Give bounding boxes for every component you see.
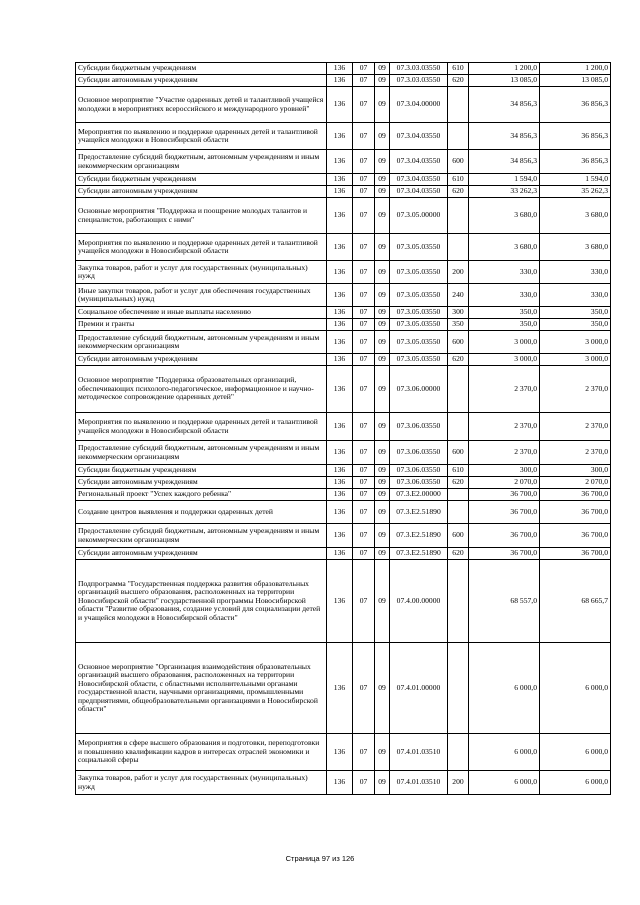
row-grbs: 136 [327,234,353,261]
row-csr: 07.3.E2.51890 [390,524,448,548]
row-vr: 200 [448,771,469,795]
row-vr: 610 [448,465,469,477]
row-sum-2: 6 000,0 [540,734,611,771]
row-sum-2: 3 000,0 [540,354,611,366]
row-sum-1: 2 070,0 [469,477,540,489]
row-sum-1: 330,0 [469,261,540,284]
row-rz: 07 [353,734,375,771]
row-csr: 07.3.04.03550 [390,123,448,150]
row-sum-1: 36 700,0 [469,489,540,501]
row-csr: 07.4.00.00000 [390,560,448,643]
row-sum-2: 36 856,3 [540,123,611,150]
table-row [76,489,611,501]
row-pr: 09 [375,123,390,150]
row-rz: 07 [353,234,375,261]
row-sum-2: 6 000,0 [540,643,611,734]
row-name: Иные закупки товаров, работ и услуг для обеспечения государственных (муниципальных) нужд [76,284,327,307]
row-rz: 07 [353,366,375,413]
row-csr: 07.3.05.03550 [390,234,448,261]
table-row [76,307,611,319]
row-vr: 620 [448,75,469,87]
table-row [76,501,611,524]
row-pr: 09 [375,307,390,319]
row-csr: 07.3.E2.51890 [390,548,448,560]
row-pr: 09 [375,548,390,560]
row-grbs: 136 [327,331,353,354]
table-row [76,548,611,560]
row-name: Основное мероприятие "Организация взаимодействия образовательных организаций высшего образования, расположенных на территории Новосибирской области, с областными исполнительными органами государственной власти, научными организациями, промышленными предприятиями, общеобразовательными организациями в Новосибирской области" [76,643,327,734]
row-sum-1: 68 557,0 [469,560,540,643]
row-csr: 07.3.05.03550 [390,261,448,284]
table-row [76,234,611,261]
row-sum-2: 1 200,0 [540,63,611,75]
row-grbs: 136 [327,307,353,319]
row-vr [448,123,469,150]
table-row [76,198,611,234]
row-grbs: 136 [327,560,353,643]
row-rz: 07 [353,643,375,734]
row-name: Субсидии автономным учреждениям [76,75,327,87]
row-sum-1: 6 000,0 [469,771,540,795]
row-sum-2: 2 370,0 [540,441,611,465]
row-csr: 07.3.04.03550 [390,150,448,174]
row-name: Субсидии автономным учреждениям [76,186,327,198]
row-pr: 09 [375,560,390,643]
table-row [76,261,611,284]
row-vr: 620 [448,477,469,489]
row-sum-2: 36 856,3 [540,150,611,174]
row-name: Субсидии бюджетным учреждениям [76,465,327,477]
table-row [76,150,611,174]
row-vr [448,413,469,441]
row-csr: 07.4.01.03510 [390,734,448,771]
row-name: Подпрограмма "Государственная поддержка развития образовательных организаций высшего образования, расположенных на территории Новосибирской области" государственной программы Новосибирской области "Развитие образования, создание условий для социализации детей и учащейся молодежи в Новосибирской области" [76,560,327,643]
row-csr: 07.3.06.03550 [390,441,448,465]
row-pr: 09 [375,477,390,489]
row-rz: 07 [353,331,375,354]
row-sum-1: 3 680,0 [469,234,540,261]
budget-table-body [76,63,611,795]
row-rz: 07 [353,186,375,198]
table-row [76,560,611,643]
row-grbs: 136 [327,734,353,771]
table-row [76,186,611,198]
row-csr: 07.3.05.03550 [390,284,448,307]
row-sum-1: 2 370,0 [469,366,540,413]
table-row [76,413,611,441]
row-vr [448,734,469,771]
row-sum-1: 36 700,0 [469,548,540,560]
row-pr: 09 [375,465,390,477]
row-pr: 09 [375,75,390,87]
row-vr: 600 [448,524,469,548]
row-grbs: 136 [327,413,353,441]
row-grbs: 136 [327,319,353,331]
row-sum-1: 6 000,0 [469,643,540,734]
row-grbs: 136 [327,63,353,75]
row-sum-1: 34 856,3 [469,150,540,174]
row-vr [448,501,469,524]
row-rz: 07 [353,413,375,441]
table-row [76,331,611,354]
row-pr: 09 [375,261,390,284]
row-csr: 07.3.05.03550 [390,307,448,319]
row-sum-2: 6 000,0 [540,771,611,795]
row-grbs: 136 [327,643,353,734]
row-csr: 07.4.01.00000 [390,643,448,734]
table-row [76,354,611,366]
table-row [76,465,611,477]
row-sum-2: 3 680,0 [540,234,611,261]
row-vr: 620 [448,548,469,560]
row-pr: 09 [375,174,390,186]
row-pr: 09 [375,150,390,174]
row-vr: 600 [448,441,469,465]
table-row [76,643,611,734]
row-grbs: 136 [327,150,353,174]
row-vr: 620 [448,354,469,366]
row-sum-1: 300,0 [469,465,540,477]
row-grbs: 136 [327,186,353,198]
row-grbs: 136 [327,548,353,560]
row-csr: 07.3.06.03550 [390,413,448,441]
row-rz: 07 [353,560,375,643]
row-sum-2: 36 856,3 [540,87,611,123]
row-csr: 07.4.01.03510 [390,771,448,795]
row-name: Мероприятия в сфере высшего образования и подготовки, переподготовки и повышению квалификации кадров в интересах отраслей экономики и социальной сферы [76,734,327,771]
row-pr: 09 [375,354,390,366]
row-csr: 07.3.05.03550 [390,319,448,331]
row-vr: 240 [448,284,469,307]
row-csr: 07.3.03.03550 [390,75,448,87]
row-vr: 610 [448,174,469,186]
row-rz: 07 [353,307,375,319]
row-grbs: 136 [327,441,353,465]
row-rz: 07 [353,354,375,366]
row-grbs: 136 [327,524,353,548]
row-rz: 07 [353,63,375,75]
row-pr: 09 [375,331,390,354]
row-rz: 07 [353,284,375,307]
row-pr: 09 [375,198,390,234]
page-footer [0,854,640,863]
row-pr: 09 [375,63,390,75]
table-row [76,87,611,123]
row-pr: 09 [375,734,390,771]
row-sum-1: 3 000,0 [469,331,540,354]
row-name: Субсидии автономным учреждениям [76,548,327,560]
row-sum-1: 330,0 [469,284,540,307]
row-sum-1: 1 594,0 [469,174,540,186]
row-rz: 07 [353,441,375,465]
row-csr: 07.3.06.00000 [390,366,448,413]
row-pr: 09 [375,319,390,331]
row-rz: 07 [353,75,375,87]
row-vr: 300 [448,307,469,319]
row-rz: 07 [353,87,375,123]
row-pr: 09 [375,524,390,548]
row-csr: 07.3.E2.51890 [390,501,448,524]
row-vr: 350 [448,319,469,331]
row-grbs: 136 [327,477,353,489]
table-row [76,366,611,413]
row-pr: 09 [375,87,390,123]
table-row [76,441,611,465]
row-name: Субсидии бюджетным учреждениям [76,63,327,75]
row-pr: 09 [375,413,390,441]
table-row [76,734,611,771]
row-sum-1: 1 200,0 [469,63,540,75]
row-sum-2: 350,0 [540,319,611,331]
row-grbs: 136 [327,261,353,284]
row-name: Основное мероприятие "Участие одаренных детей и талантливой учащейся молодежи в мероприятиях всероссийского и международного уровней" [76,87,327,123]
row-grbs: 136 [327,87,353,123]
row-sum-1: 350,0 [469,307,540,319]
row-sum-2: 1 594,0 [540,174,611,186]
row-sum-2: 330,0 [540,284,611,307]
row-sum-1: 2 370,0 [469,413,540,441]
row-pr: 09 [375,186,390,198]
row-name: Закупка товаров, работ и услуг для государственных (муниципальных) нужд [76,261,327,284]
row-name: Субсидии бюджетным учреждениям [76,174,327,186]
row-sum-2: 36 700,0 [540,524,611,548]
row-name: Мероприятия по выявлению и поддержке одаренных детей и талантливой учащейся молодежи в Новосибирской области [76,413,327,441]
row-name: Мероприятия по выявлению и поддержке одаренных детей и талантливой учащейся молодежи в Новосибирской области [76,234,327,261]
budget-table [75,62,611,795]
page-number: Страница 97 из 126 [285,854,355,863]
row-name: Основное мероприятие "Поддержка образовательных организаций, обеспечивающих психолого-педагогическое, информационное и научно-методическое сопровождение одаренных детей" [76,366,327,413]
row-vr: 620 [448,186,469,198]
row-name: Субсидии автономным учреждениям [76,477,327,489]
row-vr [448,560,469,643]
row-sum-1: 13 085,0 [469,75,540,87]
row-rz: 07 [353,465,375,477]
row-grbs: 136 [327,75,353,87]
row-grbs: 136 [327,284,353,307]
row-name: Предоставление субсидий бюджетным, автономным учреждениям и иным некоммерческим организациям [76,524,327,548]
row-pr: 09 [375,366,390,413]
row-sum-1: 34 856,3 [469,123,540,150]
row-name: Премии и гранты [76,319,327,331]
row-rz: 07 [353,261,375,284]
table-row [76,174,611,186]
row-grbs: 136 [327,771,353,795]
row-vr [448,87,469,123]
row-name: Создание центров выявления и поддержки одаренных детей [76,501,327,524]
table-row [76,319,611,331]
row-csr: 07.3.04.03550 [390,186,448,198]
row-sum-1: 350,0 [469,319,540,331]
row-vr [448,643,469,734]
row-rz: 07 [353,123,375,150]
table-row [76,771,611,795]
row-vr: 610 [448,63,469,75]
row-csr: 07.3.06.03550 [390,477,448,489]
row-sum-2: 330,0 [540,261,611,284]
row-sum-2: 3 000,0 [540,331,611,354]
row-grbs: 136 [327,465,353,477]
row-sum-2: 35 262,3 [540,186,611,198]
row-rz: 07 [353,319,375,331]
row-grbs: 136 [327,489,353,501]
row-sum-2: 2 370,0 [540,366,611,413]
row-rz: 07 [353,524,375,548]
row-name: Субсидии автономным учреждениям [76,354,327,366]
row-csr: 07.3.04.03550 [390,174,448,186]
row-pr: 09 [375,489,390,501]
row-csr: 07.3.05.03550 [390,354,448,366]
row-rz: 07 [353,548,375,560]
row-rz: 07 [353,150,375,174]
table-row [76,524,611,548]
table-row [76,63,611,75]
row-pr: 09 [375,643,390,734]
row-pr: 09 [375,284,390,307]
row-name: Предоставление субсидий бюджетным, автономным учреждениям и иным некоммерческим организациям [76,150,327,174]
row-grbs: 136 [327,198,353,234]
row-pr: 09 [375,441,390,465]
row-rz: 07 [353,198,375,234]
row-rz: 07 [353,501,375,524]
row-name: Предоставление субсидий бюджетным, автономным учреждениям и иным некоммерческим организациям [76,441,327,465]
row-csr: 07.3.E2.00000 [390,489,448,501]
row-sum-1: 3 680,0 [469,198,540,234]
row-rz: 07 [353,771,375,795]
row-csr: 07.3.05.00000 [390,198,448,234]
table-row [76,123,611,150]
row-name: Региональный проект "Успех каждого ребенка" [76,489,327,501]
row-grbs: 136 [327,366,353,413]
row-pr: 09 [375,234,390,261]
row-rz: 07 [353,477,375,489]
row-sum-1: 36 700,0 [469,524,540,548]
row-name: Закупка товаров, работ и услуг для государственных (муниципальных) нужд [76,771,327,795]
row-grbs: 136 [327,354,353,366]
table-row [76,477,611,489]
row-rz: 07 [353,174,375,186]
row-vr [448,198,469,234]
row-name: Основные мероприятия "Поддержка и поощрение молодых талантов и специалистов, работающих с ними" [76,198,327,234]
row-sum-1: 36 700,0 [469,501,540,524]
table-row [76,284,611,307]
row-csr: 07.3.05.03550 [390,331,448,354]
row-sum-2: 2 070,0 [540,477,611,489]
row-sum-2: 300,0 [540,465,611,477]
row-sum-1: 34 856,3 [469,87,540,123]
row-name: Мероприятия по выявлению и поддержке одаренных детей и талантливой учащейся молодежи в Новосибирской области [76,123,327,150]
row-pr: 09 [375,501,390,524]
row-sum-1: 6 000,0 [469,734,540,771]
row-sum-1: 2 370,0 [469,441,540,465]
row-grbs: 136 [327,501,353,524]
row-sum-2: 36 700,0 [540,489,611,501]
row-vr [448,366,469,413]
row-sum-2: 350,0 [540,307,611,319]
row-grbs: 136 [327,174,353,186]
row-name: Предоставление субсидий бюджетным, автономным учреждениям и иным некоммерческим организациям [76,331,327,354]
row-vr: 600 [448,331,469,354]
row-sum-2: 3 680,0 [540,198,611,234]
row-vr: 200 [448,261,469,284]
row-sum-2: 36 700,0 [540,501,611,524]
row-csr: 07.3.03.03550 [390,63,448,75]
row-vr: 600 [448,150,469,174]
row-rz: 07 [353,489,375,501]
row-sum-2: 13 085,0 [540,75,611,87]
row-csr: 07.3.04.00000 [390,87,448,123]
row-sum-2: 68 665,7 [540,560,611,643]
row-name: Социальное обеспечение и иные выплаты населению [76,307,327,319]
row-sum-1: 3 000,0 [469,354,540,366]
row-vr [448,234,469,261]
row-pr: 09 [375,771,390,795]
row-csr: 07.3.06.03550 [390,465,448,477]
row-grbs: 136 [327,123,353,150]
row-sum-2: 2 370,0 [540,413,611,441]
row-sum-1: 33 262,3 [469,186,540,198]
row-sum-2: 36 700,0 [540,548,611,560]
row-vr [448,489,469,501]
table-row [76,75,611,87]
